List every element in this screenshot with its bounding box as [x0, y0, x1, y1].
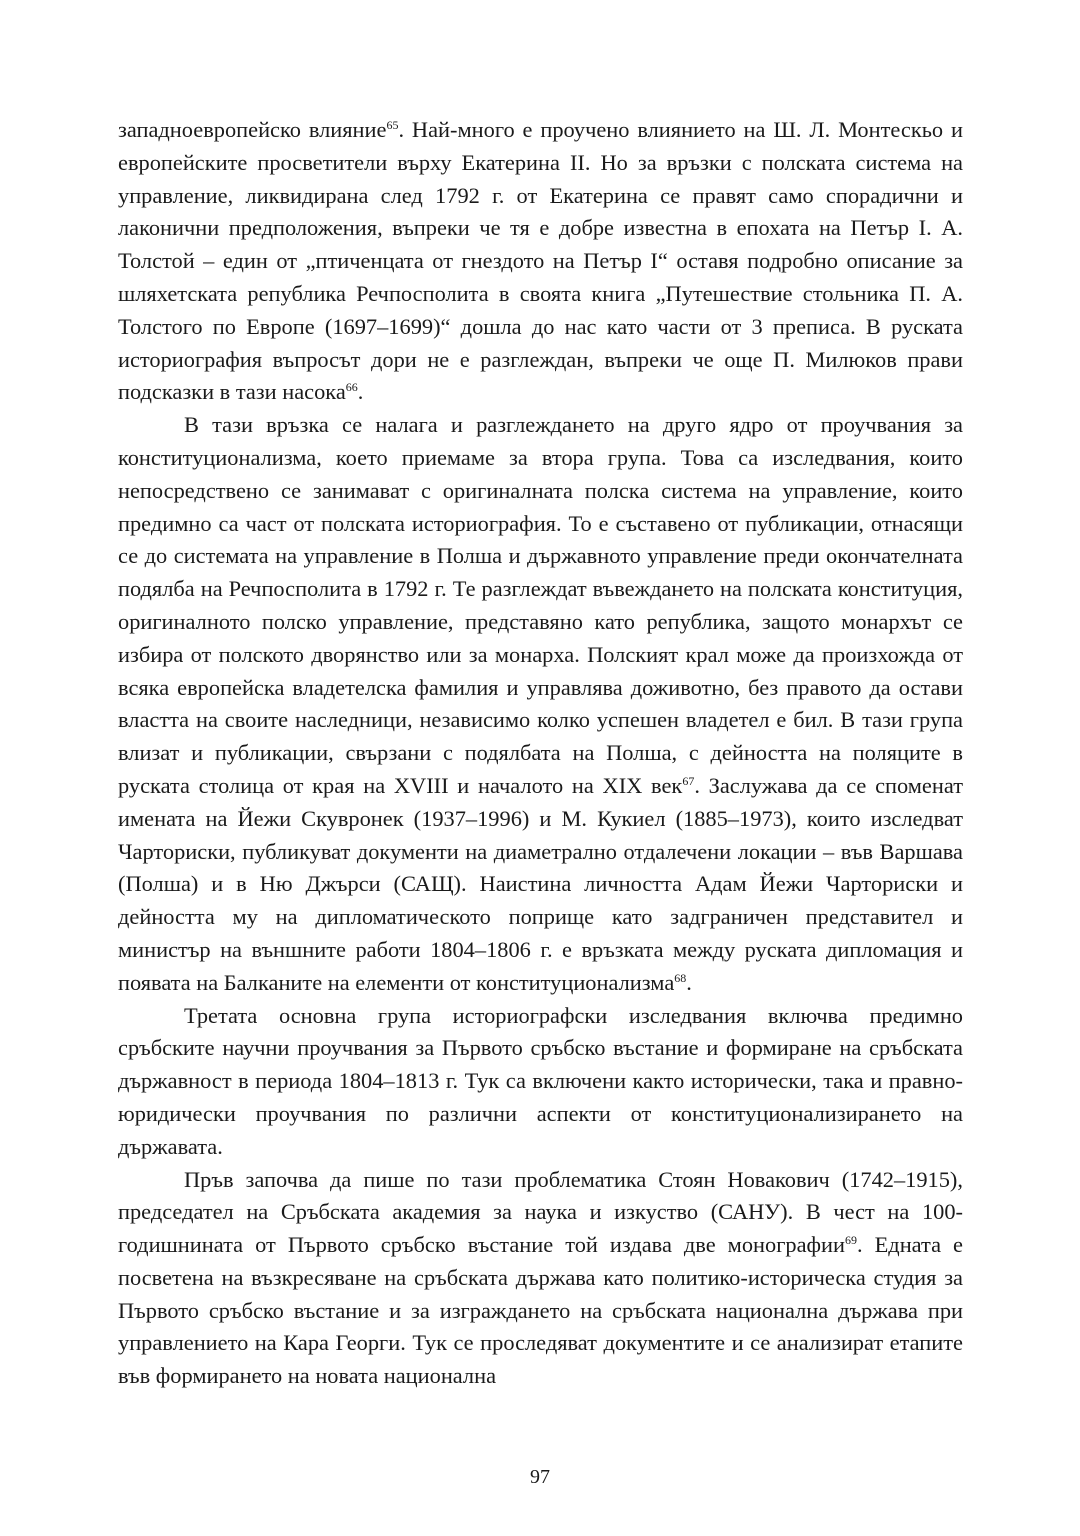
paragraph-text: . [686, 969, 692, 995]
paragraph-text: . Заслужава да се споменат имената на Йежи Скувронек (1937–1996) и М. Кукиел (1885–1973), които изследват Чарториски, публикуват документи на диаметрално отдалечени локации – във Варшава (Полша) и в Ню Джърси (САЩ). Наистина личността Адам Йежи Чарториски и дейността му на дипломатическото поприще като задграничен представител и министър на външните работи 1804–1806 г. е връзката между руската дипломация и появата на Балканите на елементи от конституционализма [118, 772, 963, 995]
paragraph-text: . [357, 379, 364, 405]
footnote-ref-69[interactable]: 69 [845, 1233, 858, 1248]
footnote-ref-67[interactable]: 67 [682, 773, 695, 788]
paragraph-1 [118, 114, 963, 409]
paragraph-text: Третата основна група историографски изследвания включва предимно сръбските научни проучвания за Първото сръбско въстание и формиране на сръбската държавност в периода 1804–1813 г. Тук са включени както исторически, така и правно-юридически проучвания по различни аспекти от конституционализирането на държавата. [118, 1002, 963, 1159]
paragraph-2 [118, 409, 963, 999]
footnote-ref-66[interactable]: 66 [345, 380, 358, 395]
paragraph-4 [118, 1164, 963, 1394]
paragraph-text: Пръв започва да пише по тази проблематика Стоян Новакович (1742–1915), председател на Сръбската академия за наука и изкуство (САНУ). В чест на 100-годишнината от Първото сръбско въстание той издава две монографии [118, 1166, 963, 1258]
footnote-ref-65[interactable]: 65 [386, 118, 399, 132]
paragraph-text: В тази връзка се налага и разглеждането на друго ядро от проучвания за конституционализма, което приемаме за втора група. Това са изследвания, които непосредствено се занимават с оригиналната полска система на управление, които предимно са част от полската историография. То е съставено от публикации, отнасящи се до системата на управление в Полша и държавното управление преди окончателната подялба на Речпосполита в 1792 г. Те разглеждат въвеждането на полската конституция, оригиналното полско управление, представяно като република, защото монархът се избира от полското дворянство или за монарха. Полският крал може да произхожда от всяка европейска владетелска фамилия и управлява доживотно, без правото да остави властта на своите наследници, независимо колко успешен владетел е бил. В тази група влизат и публикации, свързани с подялбата на Полша, с дейността на поляците в руската столица от края на XVIII и началото на XIX век [118, 412, 963, 798]
paragraph-text: . Едната е посветена на възкресяване на сръбската държава като политико-историческа студия за Първото сръбско въстание и за изграждането на сръбската национална държава при управлението на Кара Георги. Тук се проследяват документите и се анализират етапите във формирането на новата национална [118, 1232, 963, 1389]
paragraph-text: . Най-много е проучено влиянието на Ш. Л. Монтескьо и европейските просветители върху Екатерина II. Но за връзки с полската система на управление, ликвидирана след 1792 г. от Екатерина се правят само спорадични и лаконични предположения, въпреки че тя е добре известна в епохата на Петър I. А. Толстой – един от „птиченцата от гнездото на Петър I“ оставя подробно описание за шляхетската република Речпосполита в своята книга „Путешествие стольника П. А. Толстого по Европе (1697–1699)“ дошла до нас като части от 3 преписа. В руската историография въпросът дори не е разглеждан, въпреки че още П. Милюков прави подсказки в тази насока [118, 117, 963, 405]
paragraph-3 [118, 1000, 963, 1164]
page-number: 97 [530, 1466, 550, 1488]
paragraph-text: западноевропейско влияние [118, 117, 387, 142]
footnote-ref-68[interactable]: 68 [674, 970, 687, 985]
document-body [118, 114, 963, 1393]
